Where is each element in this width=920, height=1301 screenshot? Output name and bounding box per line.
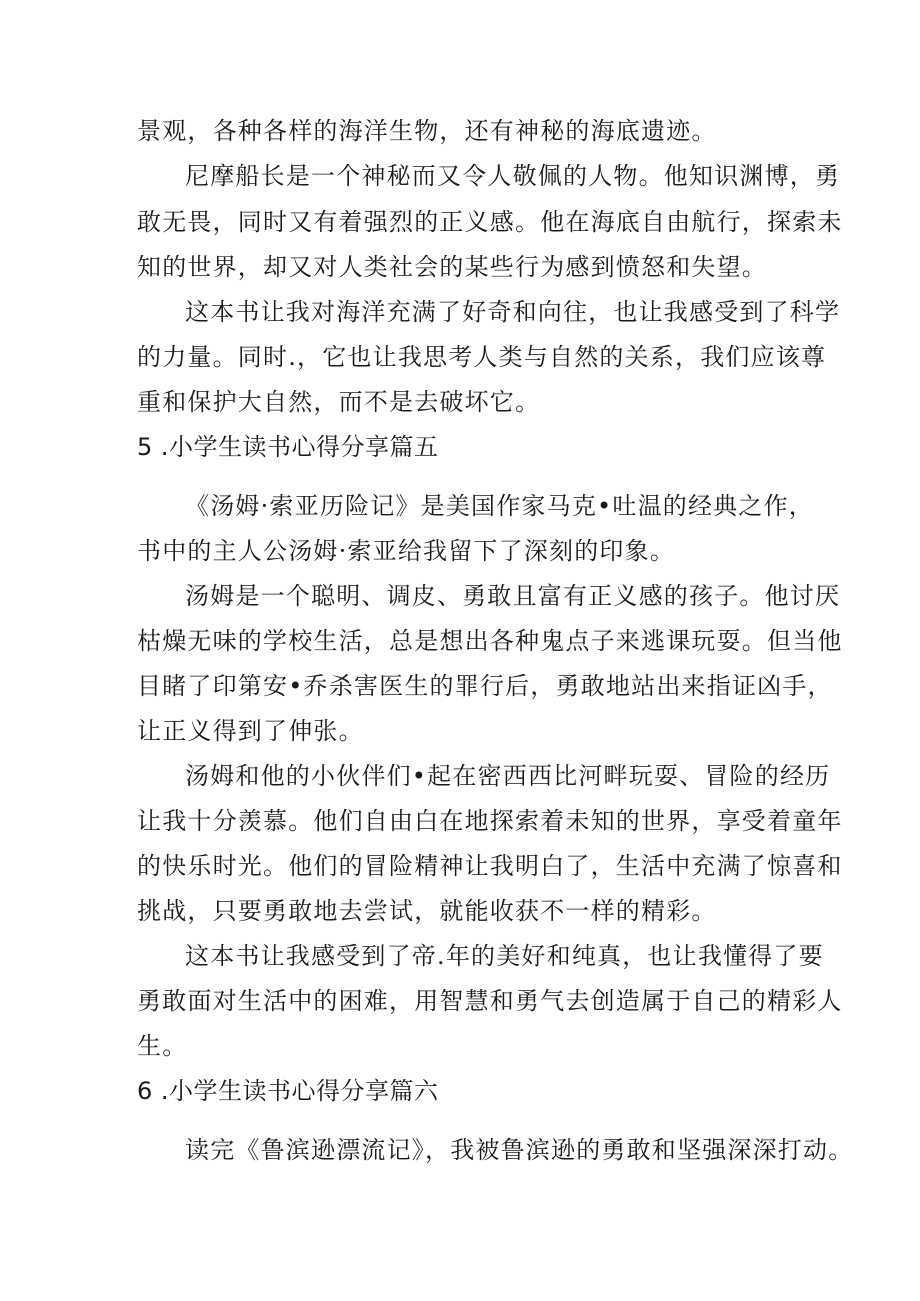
paragraph-line: 敢无畏，同时又有着强烈的正义感。他在海底自由航行，探索未 [137, 208, 843, 236]
paragraph-line: 这本书让我感受到了帝.年的美好和纯真，也让我懂得了要 [185, 942, 824, 970]
paragraph-line: 景观，各种各样的海洋生物，还有神秘的海底遗迹。 [137, 117, 717, 145]
paragraph-line: 这本书让我对海洋充满了好奇和向往，也让我感受到了科学 [185, 298, 841, 326]
paragraph-line: 勇敢面对生活中的困难，用智慧和勇气去创造属于自己的精彩人 [137, 987, 843, 1015]
paragraph-line: 知的世界，却又对人类社会的某些行为感到愤怒和失望。 [137, 253, 767, 281]
paragraph-line: 挑战，只要勇敢地去尝试，就能收获不一样的精彩。 [137, 897, 717, 925]
section-heading: 5 .小学生读书心得分享篇五 [137, 433, 439, 461]
paragraph-line: 汤姆是一个聪明、调皮、勇敢且富有正义感的孩子。他讨厌 [185, 582, 841, 610]
paragraph-line: 重和保护大自然，而不是去破坏它。 [137, 388, 541, 416]
paragraph-line: 让我十分羡慕。他们自由白在地探索着未知的世界，享受着童年 [137, 807, 843, 835]
paragraph-line: 尼摩船长是一个神秘而又令人敬佩的人物。他知识渊博，勇 [185, 162, 841, 190]
paragraph-line: 的力量。同时.，它也让我思考人类与自然的关系，我们应该尊 [137, 343, 827, 371]
paragraph-line: 让正义得到了伸张。 [137, 717, 364, 745]
paragraph-line: 《汤姆·索亚历险记》是美国作家马克•吐温的经典之作， [185, 492, 814, 520]
section-heading: 6 .小学生读书心得分享篇六 [137, 1077, 439, 1105]
paragraph-line: 枯燥无味的学校生活，总是想出各种鬼点子来逃课玩耍。但当他 [137, 627, 843, 655]
paragraph-line: 读完《鲁滨逊漂流记》，我被鲁滨逊的勇敢和坚强深深打动。 [185, 1136, 854, 1164]
paragraph-line: 目睹了印第安•乔杀害医生的罪行后，勇敢地站出来指证凶手， [137, 672, 833, 700]
paragraph-line: 汤姆和他的小伙伴们•起在密西西比河畔玩耍、冒险的经历 [185, 762, 831, 790]
paragraph-line: 的快乐时光。他们的冒险精神让我明白了，生活中充满了惊喜和 [137, 852, 843, 880]
paragraph-line: 书中的主人公汤姆·索亚给我留下了深刻的印象。 [137, 537, 676, 565]
paragraph-line: 生。 [137, 1032, 188, 1060]
